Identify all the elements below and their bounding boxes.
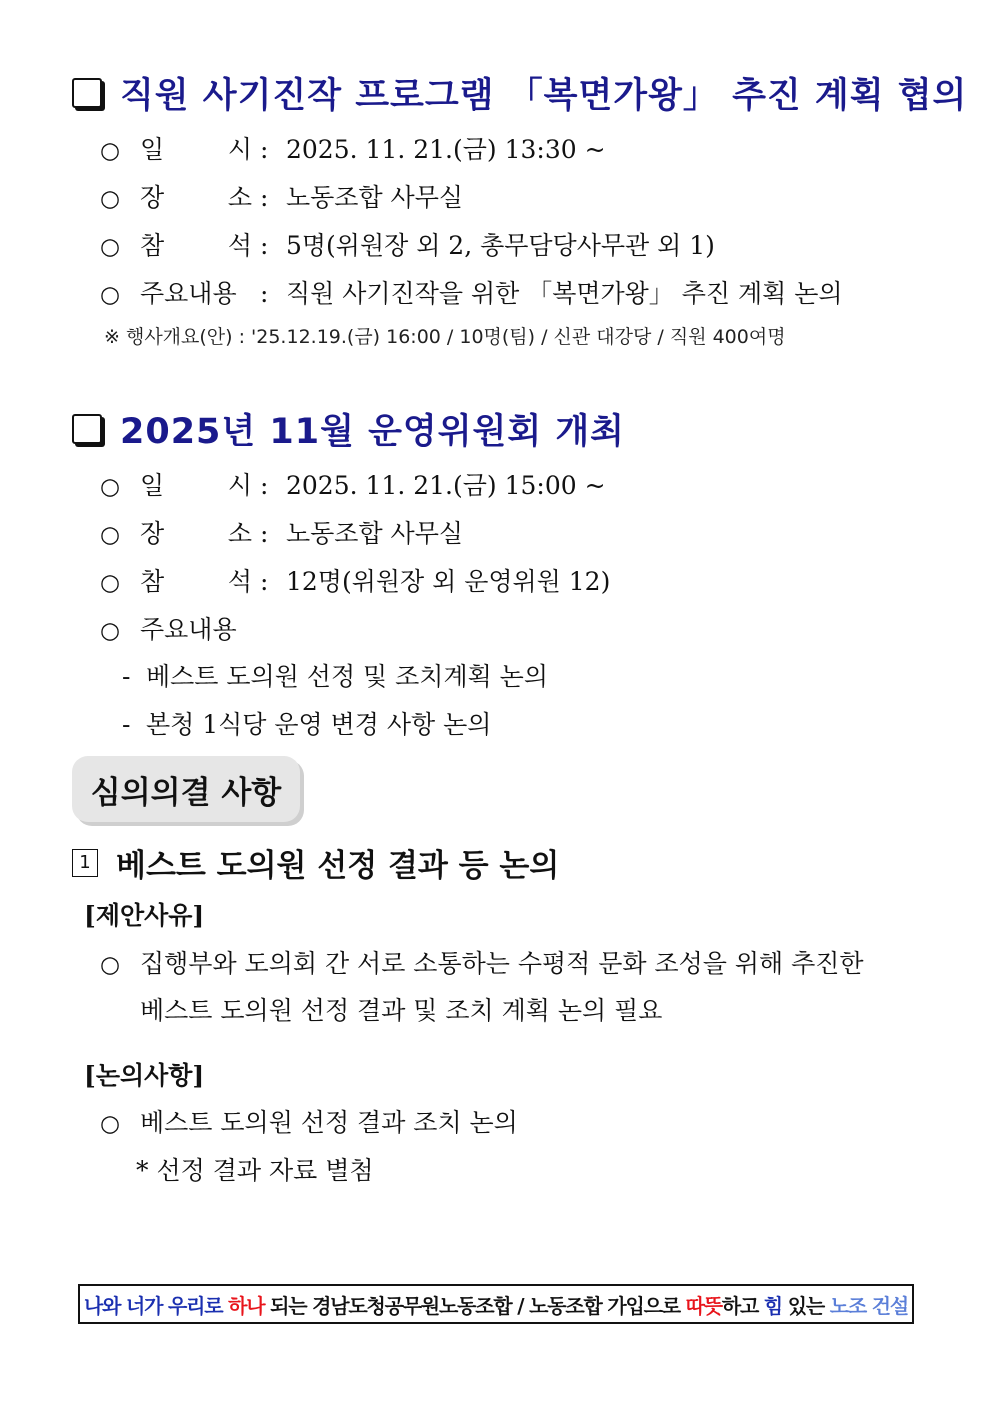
row-place <box>100 514 463 550</box>
circle-bullet-icon: ○ <box>100 474 121 500</box>
label-char: 시 <box>227 135 252 164</box>
reason-text: 집행부와 도의회 간 서로 소통하는 수평적 문화 조성을 위해 추진한 <box>140 949 864 978</box>
row-label: 주요내용 <box>140 615 237 644</box>
row-value: 노동조합 사무실 <box>286 183 463 212</box>
circle-bullet-icon: ○ <box>100 618 121 644</box>
dash-bullet: - <box>122 662 131 691</box>
row-value: 2025. 11. 21.(금) 15:00 ~ <box>286 471 606 500</box>
row-datetime <box>100 130 606 166</box>
section-title-program <box>72 68 967 118</box>
list-item <box>122 657 548 693</box>
label-char: 일 <box>140 471 165 500</box>
discussion-text: 베스트 도의원 선정 결과 조치 논의 <box>140 1108 518 1137</box>
dash-bullet: - <box>122 710 131 739</box>
colon: : <box>260 471 269 500</box>
label-char: 장 <box>140 183 165 212</box>
row-value: 2025. 11. 21.(금) 13:30 ~ <box>286 135 606 164</box>
row-value: 노동조합 사무실 <box>286 519 463 548</box>
colon: : <box>260 279 269 308</box>
colon: : <box>260 135 269 164</box>
circle-bullet-icon: ○ <box>100 186 121 212</box>
reason-label: [제안사유] <box>84 901 205 930</box>
row-label <box>140 562 260 598</box>
slogan-part: 하고 <box>721 1293 764 1318</box>
row-label <box>140 466 260 502</box>
colon: : <box>260 567 269 596</box>
slogan-part: 노조 건설 <box>829 1293 908 1318</box>
label-char: 일 <box>140 135 165 164</box>
row-attendees <box>100 562 610 598</box>
section-title-committee <box>72 404 625 454</box>
circle-bullet-icon: ○ <box>100 522 121 548</box>
slogan-part: 있는 <box>781 1293 830 1318</box>
list-item <box>122 705 491 741</box>
slogan-part: 따뜻 <box>685 1293 722 1318</box>
colon: : <box>260 519 269 548</box>
reason-line-1 <box>100 944 864 980</box>
slogan-part: 나와 너가 우리로 <box>83 1293 229 1318</box>
resolution-label-box: 심의의결 사항 <box>72 756 300 822</box>
slogan-part: 힘 <box>763 1293 782 1318</box>
label-char: 참 <box>140 567 165 596</box>
row-value: 직원 사기진작을 위한 「복면가왕」 추진 계획 논의 <box>286 279 843 308</box>
section-title-text: 2025년 11월 운영위원회 개최 <box>120 412 625 452</box>
agenda-title <box>72 840 559 885</box>
checkbox-square-icon <box>72 414 102 444</box>
label-char: 시 <box>227 471 252 500</box>
agenda-number-box: 1 <box>72 849 98 877</box>
circle-bullet-icon: ○ <box>100 1111 121 1137</box>
label-char: 장 <box>140 519 165 548</box>
row-label <box>140 226 260 262</box>
label-char: 소 <box>227 183 252 212</box>
row-label <box>140 178 260 214</box>
list-item-text: 베스트 도의원 선정 및 조치계획 논의 <box>146 662 548 691</box>
checkbox-square-icon <box>72 78 102 108</box>
row-place <box>100 178 463 214</box>
row-value: 5명(위원장 외 2, 총무담당사무관 외 1) <box>286 231 715 260</box>
row-datetime <box>100 466 606 502</box>
agenda-title-text: 베스트 도의원 선정 결과 등 논의 <box>116 848 560 884</box>
row-label: 주요내용 <box>140 279 237 308</box>
label-char: 석 <box>227 231 252 260</box>
label-char: 석 <box>227 567 252 596</box>
union-slogan-footer <box>78 1284 914 1324</box>
label-char: 참 <box>140 231 165 260</box>
colon: : <box>260 183 269 212</box>
row-attendees <box>100 226 715 262</box>
circle-bullet-icon: ○ <box>100 952 121 978</box>
discussion-line <box>100 1103 518 1139</box>
circle-bullet-icon: ○ <box>100 234 121 260</box>
row-label <box>140 130 260 166</box>
slogan-part: 되는 경남도청공무원노동조합 / 노동조합 가입으로 <box>264 1293 686 1318</box>
row-label <box>140 514 260 550</box>
circle-bullet-icon: ○ <box>100 570 121 596</box>
list-item-text: 본청 1식당 운영 변경 사항 논의 <box>146 710 492 739</box>
slogan-part: 하나 <box>228 1293 265 1318</box>
discussion-label: [논의사항] <box>84 1061 205 1090</box>
circle-bullet-icon: ○ <box>100 138 121 164</box>
row-main-content <box>100 274 843 310</box>
section-title-text: 직원 사기진작 프로그램 「복면가왕」 추진 계획 협의 <box>120 76 968 116</box>
row-value: 12명(위원장 외 운영위원 12) <box>286 567 611 596</box>
row-main-content <box>100 610 237 646</box>
circle-bullet-icon: ○ <box>100 282 121 308</box>
reason-line-2: 베스트 도의원 선정 결과 및 조치 계획 논의 필요 <box>140 996 663 1025</box>
colon: : <box>260 231 269 260</box>
event-overview-note: ※ 행사개요(안) : '25.12.19.(금) 16:00 / 10명(팀) / 신관 대강당 / 직원 400여명 <box>104 326 786 348</box>
label-char: 소 <box>227 519 252 548</box>
attachment-note: * 선정 결과 자료 별첨 <box>136 1156 374 1185</box>
